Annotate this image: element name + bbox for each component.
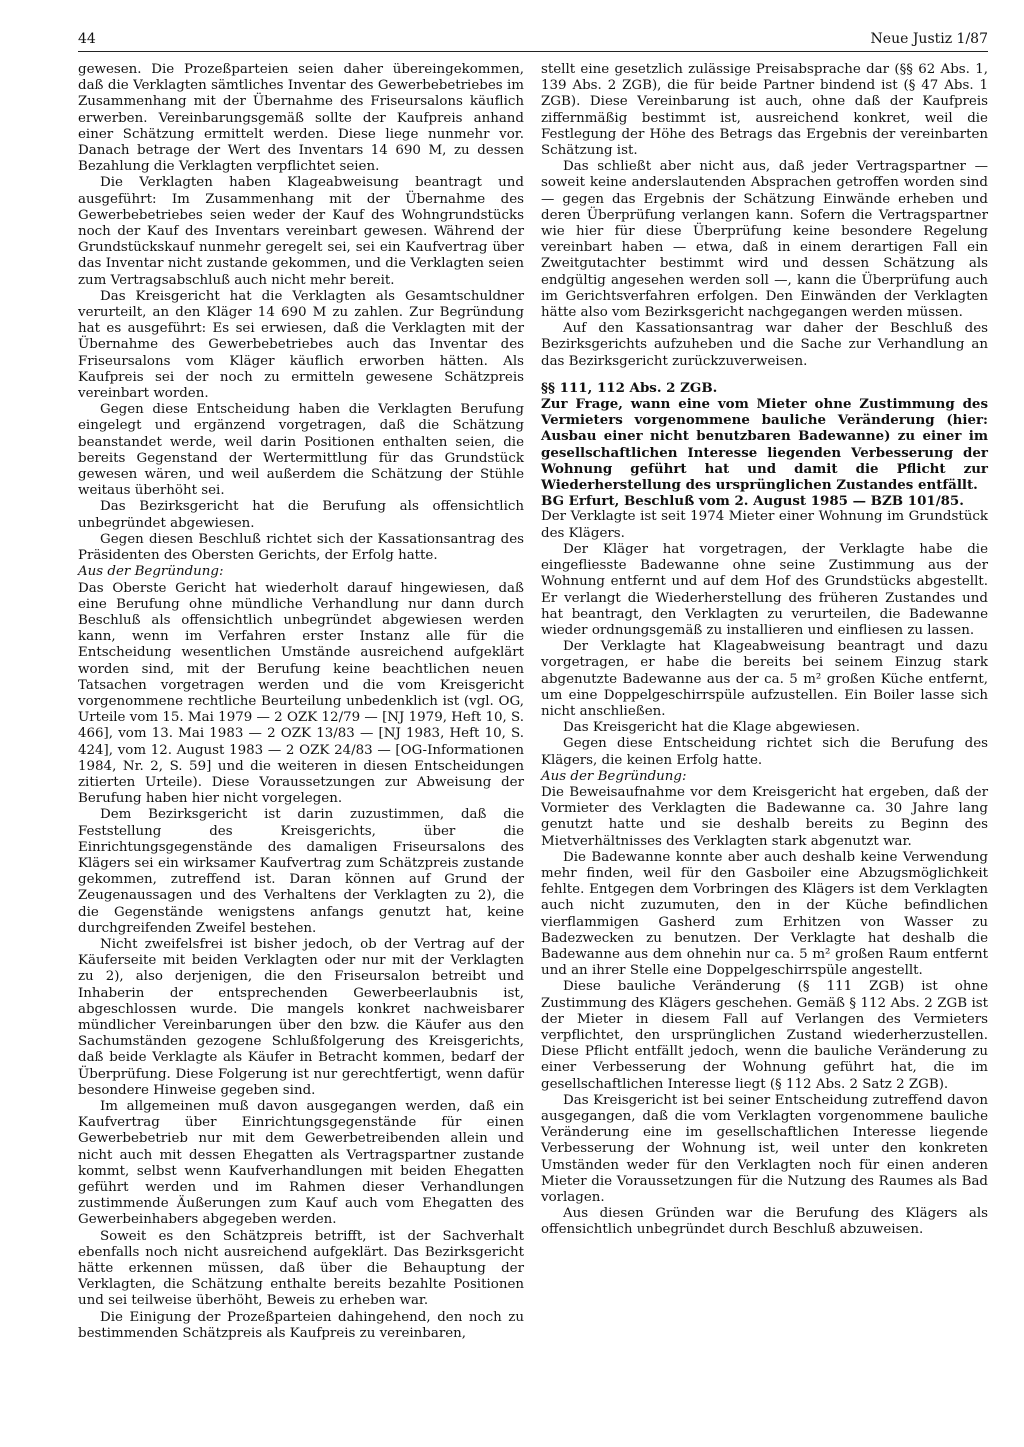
statute-reference: §§ 111, 112 Abs. 2 ZGB.: [541, 379, 718, 396]
paragraph: Das Kreisgericht hat die Klage abgewiesen.: [563, 720, 860, 736]
section-heading: Aus der Begründung:: [78, 564, 224, 580]
page-header: [78, 31, 988, 52]
paragraph: Aus diesen Gründen war die Berufung des Klägers als offensichtlich unbegründet durch Beschluß abzuweisen.: [541, 1206, 988, 1238]
paragraph: Das schließt aber nicht aus, daß jeder Vertragspartner — soweit keine anderslautenden Absprachen getroffen worden sind — gegen das Ergebnis der Schätzung Einwände erheben und deren Überprüfung verlangen kann. Sofern die Vertragspartner wie hier für diese Überprüfung keine besondere Regelung vereinbart haben — etwa, daß in einem derartigen Fall ein Zweitgutachter bestimmt wird und dessen Schätzung als endgültig angesehen werden soll —, kann die Überprüfung auch im Gerichtsverfahren erfolgen. Den Einwänden der Verklagten hätte also vom Bezirksgericht nachgegangen werden müssen.: [541, 159, 988, 321]
paragraph: Der Verklagte hat Klageabweisung beantragt und dazu vorgetragen, er habe die bereits bei seinem Einzug stark abgenutzte Badewanne aus der ca. 5 m² großen Küche entfernt, um eine Doppelgeschirrspüle aufzustellen. Ein Boiler lasse sich nicht anschließen.: [541, 639, 988, 719]
left-column: [78, 62, 524, 1342]
spacer: [541, 370, 988, 380]
paragraph: Diese bauliche Veränderung (§ 111 ZGB) ist ohne Zustimmung des Klägers geschehen. Gemäß § 112 Abs. 2 ZGB ist der Mieter in diesem Fall auf Verlangen des Vermieters verpflichtet, den ursprünglichen Zustand wiederherzustellen. Diese Pflicht entfällt jedoch, wenn die bauliche Veränderung zu einer Verbesserung der Wohnung geführt hat, die im gesellschaftlichen Interesse liegt (§ 112 Abs. 2 Satz 2 ZGB).: [541, 979, 988, 1092]
paragraph: Gegen diese Entscheidung haben die Verklagten Berufung eingelegt und ergänzend vorgetragen, daß die Schätzung beanstandet werde, weil darin Positionen enthalten seien, die bereits Gegenstand der Wertermittlung für das Grundstück gewesen wären, und weil außerdem die Schätzung der Stühle weitaus überhöht sei.: [78, 402, 524, 499]
paragraph: Das Kreisgericht ist bei seiner Entscheidung zutreffend davon ausgegangen, daß die vom Verklagten vorgenommene bauliche Veränderung eine im gesellschaftlichen Interesse liegende Verbesserung der Wohnung ist, weil unter den konkreten Umständen weder für den Verklagten noch für einen anderen Mieter die Voraussetzungen für die Nutzung des Raumes als Bad vorlagen.: [541, 1092, 988, 1206]
journal-title: Neue Justiz 1/87: [870, 31, 988, 47]
paragraph: Die Verklagten haben Klageabweisung beantragt und ausgeführt: Im Zusammenhang mit der Übernahme des Gewerbebetriebes seien weder der Kauf des Wohngrundstücks noch der Kauf des Inventars vereinbart gewesen. Während der Grundstückskauf nunmehr geregelt sei, sei ein Kaufvertrag über das Inventar nicht zustande gekommen, und die Verklagten seien zum Vertragsabschluß auch nicht mehr bereit.: [78, 175, 524, 288]
right-column: [541, 62, 988, 1239]
paragraph: Im allgemeinen muß davon ausgegangen werden, daß ein Kaufvertrag über Einrichtungsgegenstände für einen Gewerbebetrieb nur mit dem Gewerbetreibenden allein und nicht auch mit dessen Ehegatten als Vertragspartner zustande kommt, selbst wenn Kaufverhandlungen mit beiden Ehegatten geführt werden und im Rahmen dieser Verhandlungen zustimmende Äußerungen zum Kauf auch vom Ehegatten des Gewerbeinhabers abgegeben werden.: [78, 1099, 524, 1228]
paragraph: Die Beweisaufnahme vor dem Kreisgericht hat ergeben, daß der Vormieter des Verklagten die Badewanne ca. 30 Jahre lang genutzt hatte und sie deshalb bereits zu Beginn des Mietverhältnisses des Verklagten stark abgenutzt war.: [541, 784, 988, 849]
paragraph: Die Badewanne konnte aber auch deshalb keine Verwendung mehr finden, weil für den Gasboiler eine Abzugsmöglichkeit fehlte. Entgegen dem Vorbringen des Klägers ist dem Verklagten auch nicht zuzumuten, den in der Küche befindlichen vierflammigen Gasherd zum Erhitzen von Wasser zu Badezwecken zu benutzen. Der Verklagte hat deshalb die Badewanne aus dem ohnehin nur ca. 5 m² großen Raum entfernt und an ihrer Stelle eine Doppelgeschirrspüle angestellt.: [541, 849, 988, 979]
page-number: 44: [78, 31, 96, 47]
paragraph: Gegen diesen Beschluß richtet sich der Kassationsantrag des Präsidenten des Obersten Gerichts, der Erfolg hatte.: [78, 531, 524, 564]
section-heading: Aus der Begründung:: [541, 768, 687, 784]
paragraph: Der Verklagte ist seit 1974 Mieter einer Wohnung im Grundstück des Klägers.: [541, 509, 988, 541]
paragraph: Nicht zweifelsfrei ist bisher jedoch, ob der Vertrag auf der Käuferseite mit beiden Verklagten oder nur mit der Verklagten zu 2), also derjenigen, die den Friseursalon betreibt und Inhaberin der entsprechenden Gewerbeerlaubnis ist, abgeschlossen wurde. Die mangels konkret nachweisbarer mündlicher Vereinbarungen über den bzw. die Käufer aus den Sachumständen gezogene Schlußfolgerung des Kreisgerichts, daß beide Verklagte als Käufer in Betracht kommen, bedarf der Überprüfung. Diese Folgerung ist nur gerechtfertigt, wenn dafür besondere Hinweise gegeben sind.: [78, 936, 524, 1098]
paragraph: Dem Bezirksgericht ist darin zuzustimmen, daß die Feststellung des Kreisgerichts, über die Einrichtungsgegenstände des damaligen Friseursalons des Klägers sei ein wirksamer Kaufvertrag zum Schätzpreis zustande gekommen, zutreffend ist. Daran können auf Grund der Zeugenaussagen und des Verhaltens der Verklagten zu 2), die die Gegenstände wenigstens anfangs genutzt hat, keine durchgreifenden Zweifel bestehen.: [78, 807, 524, 936]
case-citation: BG Erfurt, Beschluß vom 2. August 1985 — BZB 101/85.: [541, 493, 964, 510]
paragraph: Das Oberste Gericht hat wiederholt darauf hingewiesen, daß eine Berufung ohne mündliche Verhandlung nur dann durch Beschluß als offensichtlich unbegründet abgewiesen werden kann, wenn im Verfahren erster Instanz alle für die Entscheidung wesentlichen Umstände ausreichend aufgeklärt worden sind, mit der Berufung keine beachtlichen neuen Tatsachen vorgetragen werden und die vom Kreisgericht vorgenommene rechtliche Beurteilung unbedenklich ist (vgl. OG, Urteile vom 15. Mai 1979 — 2 OZK 12/79 — [NJ 1979, Heft 10, S. 466], vom 13. Mai 1983 — 2 OZK 13/83 — [NJ 1983, Heft 10, S. 424], vom 12. August 1983 — 2 OZK 24/83 — [OG-Informationen 1984, Nr. 2, S. 59] und die weiteren in diesen Entscheidungen zitierten Urteile). Diese Voraussetzungen zur Abweisung der Berufung haben hier nicht vorgelegen.: [78, 580, 524, 807]
paragraph: gewesen. Die Prozeßparteien seien daher übereingekommen, daß die Verklagten sämtliches Inventar des Gewerbebetriebes im Zusammenhang mit der Übernahme des Friseursalons käuflich erwerben. Vereinbarungsgemäß sollte der Kaufpreis anhand einer Schätzung ermittelt werden. Diese liege nunmehr vor. Danach betrage der Wert des Inventars 14 690 M, zu dessen Bezahlung die Verklagten verpflichtet seien.: [78, 62, 524, 175]
paragraph: Die Einigung der Prozeßparteien dahingehend, den noch zu bestimmenden Schätzpreis als Kaufpreis zu vereinbaren,: [78, 1309, 524, 1341]
paragraph: Der Kläger hat vorgetragen, der Verklagte habe die eingefliesste Badewanne ohne seine Zustimmung aus der Wohnung entfernt und auf dem Hof des Grundstücks abgestellt. Er verlangt die Wiederherstellung des früheren Zustandes und hat beantragt, den Verklagten zu verurteilen, die Badewanne wieder ordnungsgemäß zu installieren und einfliesen zu lassen.: [541, 541, 988, 638]
paragraph: Auf den Kassationsantrag war daher der Beschluß des Bezirksgerichts aufzuheben und die Sache zur Verhandlung an das Bezirksgericht zurückzuverweisen.: [541, 321, 988, 369]
paragraph: Das Bezirksgericht hat die Berufung als offensichtlich unbegründet abgewiesen.: [78, 499, 524, 531]
paragraph: Soweit es den Schätzpreis betrifft, ist der Sachverhalt ebenfalls noch nicht ausreichend aufgeklärt. Das Bezirksgericht hätte erkennen müssen, daß über die Behauptung der Verklagten, die Schätzung enthalte bereits bezahlte Positionen und sei teilweise überhöht, Beweis zu erheben war.: [78, 1228, 524, 1309]
paragraph: stellt eine gesetzlich zulässige Preisabsprache dar (§§ 62 Abs. 1, 139 Abs. 2 ZGB), die für beide Partner bindend ist (§ 47 Abs. 1 ZGB). Diese Vereinbarung ist auch, ohne daß der Kaufpreis ziffernmäßig bestimmt ist, ausreichend konkret, weil die Festlegung der Höhe des Betrags das Ergebnis der vereinbarten Schätzung ist.: [541, 62, 988, 159]
headnote: Zur Frage, wann eine vom Mieter ohne Zustimmung des Vermieters vorgenommene bauliche Veränderung (hier: Ausbau einer nicht benutzbaren Badewanne) zu einer im gesellschaftlichen Interesse liegenden Verbesserung der Wohnung geführt hat und damit die Pflicht zur Wiederherstellung des ursprünglichen Zustandes entfällt.: [541, 396, 988, 494]
paragraph: Gegen diese Entscheidung richtet sich die Berufung des Klägers, die keinen Erfolg hatte.: [541, 736, 988, 768]
paragraph: Das Kreisgericht hat die Verklagten als Gesamtschuldner verurteilt, an den Kläger 14 690 M zu zahlen. Zur Begründung hat es ausgeführt: Es sei erwiesen, daß die Verklagten mit der Übernahme des Gewerbebetriebes auch das Inventar des Friseursalons vom Kläger käuflich erworben hätten. Als Kaufpreis sei der noch zu ermitteln gewesene Schätzpreis vereinbart worden.: [78, 288, 524, 402]
